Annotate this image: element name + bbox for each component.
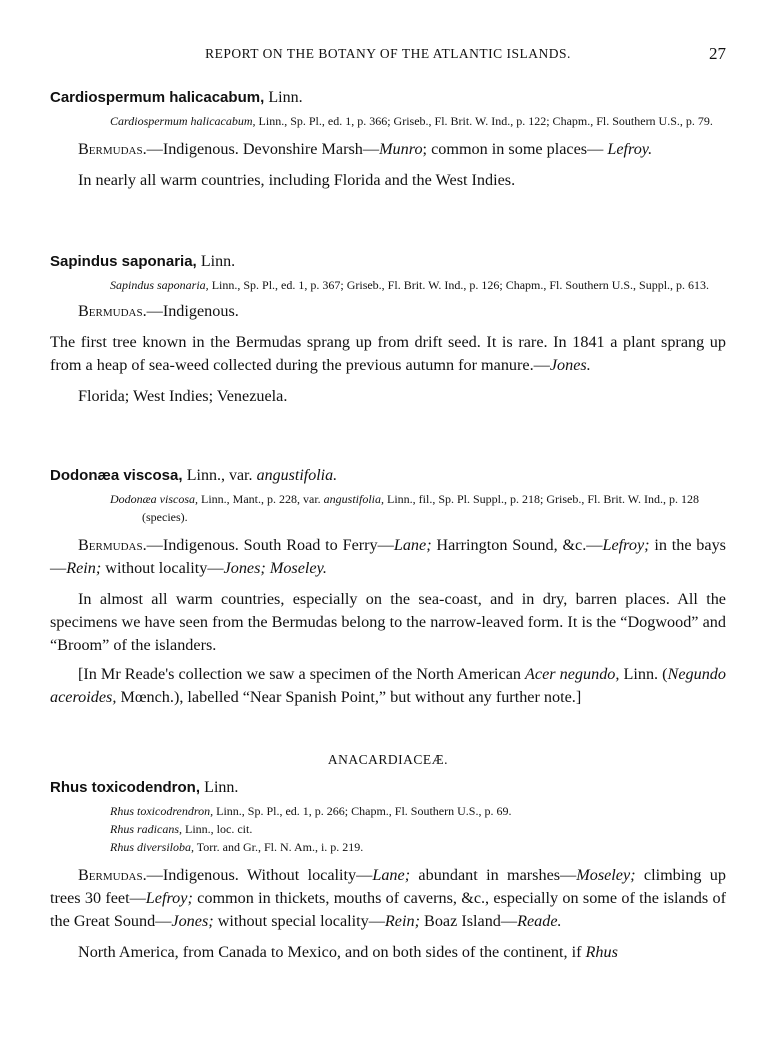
species-variety: angustifolia. (256, 467, 338, 484)
synonymy (110, 802, 726, 856)
entry-sapindus (50, 252, 726, 408)
species-name: Cardiospermum halicacabum, (50, 89, 265, 106)
synonym-reference: Linn., Sp. Pl., ed. 1, p. 367; Griseb., Fl. Brit. W. Ind., p. 126; Chapm., Fl. Southern U.S., Suppl., p. 613. (211, 278, 710, 292)
bermudas-paragraph (50, 534, 726, 580)
text-run: [In Mr Reade's collection we saw a specimen of the North American (78, 665, 521, 683)
text-run: North America, from Canada to Mexico, and on both sides of the continent, if (78, 943, 582, 961)
bermudas-paragraph (50, 138, 726, 161)
bermudas-paragraph (50, 300, 726, 323)
synonym-line (110, 838, 726, 856)
text-run: —Indigenous. (146, 302, 239, 320)
collector: Rein; (384, 912, 420, 930)
collector: Lane; (393, 536, 432, 554)
collector: Moseley. (269, 559, 327, 577)
synonymy (110, 112, 726, 130)
text-run: —Indigenous. South Road to Ferry— (146, 536, 394, 554)
distribution-paragraph: In nearly all warm countries, including Florida and the West Indies. (78, 171, 516, 189)
entry-cardiospermum (50, 88, 726, 192)
text-run: ; common in some places— (422, 140, 604, 158)
page-header (50, 46, 726, 66)
species-authority: Linn., var. (186, 467, 253, 484)
synonymy (110, 276, 726, 294)
synonym-reference: Linn., Sp. Pl., ed. 1, p. 266; Chapm., Fl. Southern U.S., p. 69. (216, 804, 512, 818)
synonymy (110, 490, 726, 526)
text-run: —Indigenous. Without locality— (146, 866, 373, 884)
entry-dodonaea (50, 466, 726, 709)
species-heading (50, 252, 726, 272)
synonym-reference: Linn., fil., Sp. Pl. Suppl., p. 218; Griseb., Fl. Brit. W. Ind., p. 128 (species). (142, 492, 700, 524)
bermudas-paragraph (50, 864, 726, 933)
text-run: without locality— (101, 559, 224, 577)
collector: Munro (379, 140, 423, 158)
synonym-name: Sapindus saponaria, (110, 278, 209, 292)
page-number: 27 (709, 44, 726, 63)
species-name: Dodonæa viscosa, (50, 467, 183, 484)
distribution-paragraph: Florida; West Indies; Venezuela. (78, 387, 288, 405)
species-name: Rhus toxicodendron, (50, 779, 200, 796)
synonym-line (110, 820, 726, 838)
species-heading (50, 778, 726, 798)
synonym-name: Rhus diversiloba, (110, 840, 194, 854)
collector: Lefroy; (145, 889, 193, 907)
collector: Rein; (66, 559, 102, 577)
synonym-name: Rhus radicans, (110, 822, 182, 836)
bermudas-label: Bermudas. (78, 140, 147, 158)
species-authority: Linn. (204, 779, 239, 796)
note-text: The first tree known in the Bermudas sprang up from drift seed. It is rare. In 1841 a plant sprang up from a heap of sea-weed collected during the previous autumn for manure.— (50, 333, 726, 374)
synonym-variety: angustifolia, (323, 492, 384, 506)
species-mention: Acer negundo, (525, 665, 620, 683)
text-run: —Indigenous. Devonshire Marsh— (146, 140, 380, 158)
bermudas-label: Bermudas. (78, 536, 147, 554)
species-mention: Rhus (585, 943, 618, 961)
collector: Lefroy. (607, 140, 653, 158)
family-heading: ANACARDIACEÆ. (327, 752, 449, 767)
species-name: Sapindus saponaria, (50, 253, 197, 270)
synonym-reference: Torr. and Gr., Fl. N. Am., i. p. 219. (196, 840, 364, 854)
text-run: in the bays— (50, 536, 726, 577)
text-run: climbing up trees 30 feet— (50, 866, 726, 907)
text-run: common in thickets, mouths of caverns, &c., especially on some of the islands of the Great Sound— (50, 889, 726, 930)
collector: Lane; (372, 866, 411, 884)
collector: Jones; (171, 912, 214, 930)
synonym-name: Cardiospermum halicacabum, (110, 114, 256, 128)
text-run: Boaz Island— (419, 912, 518, 930)
text-run: without special locality— (213, 912, 385, 930)
species-mention: Negundo aceroides, (50, 665, 726, 706)
distribution-paragraph (50, 941, 726, 964)
species-heading (50, 466, 726, 486)
bermudas-label: Bermudas. (78, 302, 147, 320)
synonym-name: Dodonæa viscosa, (110, 492, 198, 506)
text-run: Linn. ( (623, 665, 668, 683)
synonym-line (110, 802, 726, 820)
species-authority: Linn. (200, 253, 236, 270)
text-run: Harrington Sound, &c.— (431, 536, 603, 554)
species-heading (50, 88, 726, 108)
synonym-reference: Linn., Sp. Pl., ed. 1, p. 366; Griseb., Fl. Brit. W. Ind., p. 122; Chapm., Fl. Southern U.S., p. 79. (258, 114, 713, 128)
text-run: abundant in marshes— (410, 866, 577, 884)
synonym-reference: Linn., loc. cit. (185, 822, 253, 836)
collector: Jones; (223, 559, 266, 577)
bermudas-label: Bermudas. (78, 866, 147, 884)
collector: Jones. (549, 356, 591, 374)
synonym-reference: Linn., Mant., p. 228, var. (201, 492, 321, 506)
collector: Lefroy; (602, 536, 650, 554)
text-run: Mœnch.), labelled “Near Spanish Point,” but without any further note.] (120, 688, 582, 706)
running-head: REPORT ON THE BOTANY OF THE ATLANTIC ISLANDS. (205, 46, 571, 61)
bracket-note (50, 663, 726, 709)
note-paragraph (50, 331, 726, 377)
collector: Moseley; (576, 866, 636, 884)
species-authority: Linn. (268, 89, 303, 106)
entry-rhus (50, 778, 726, 964)
collector: Reade. (517, 912, 562, 930)
synonym-name: Rhus toxicodrendron, (110, 804, 214, 818)
note-paragraph: In almost all warm countries, especially on the sea-coast, and in dry, barren places. All the specimens we have seen from the Bermudas belong to the narrow-leaved form. It is the “Dogwood” and “Broom” of the islanders. (50, 590, 726, 654)
